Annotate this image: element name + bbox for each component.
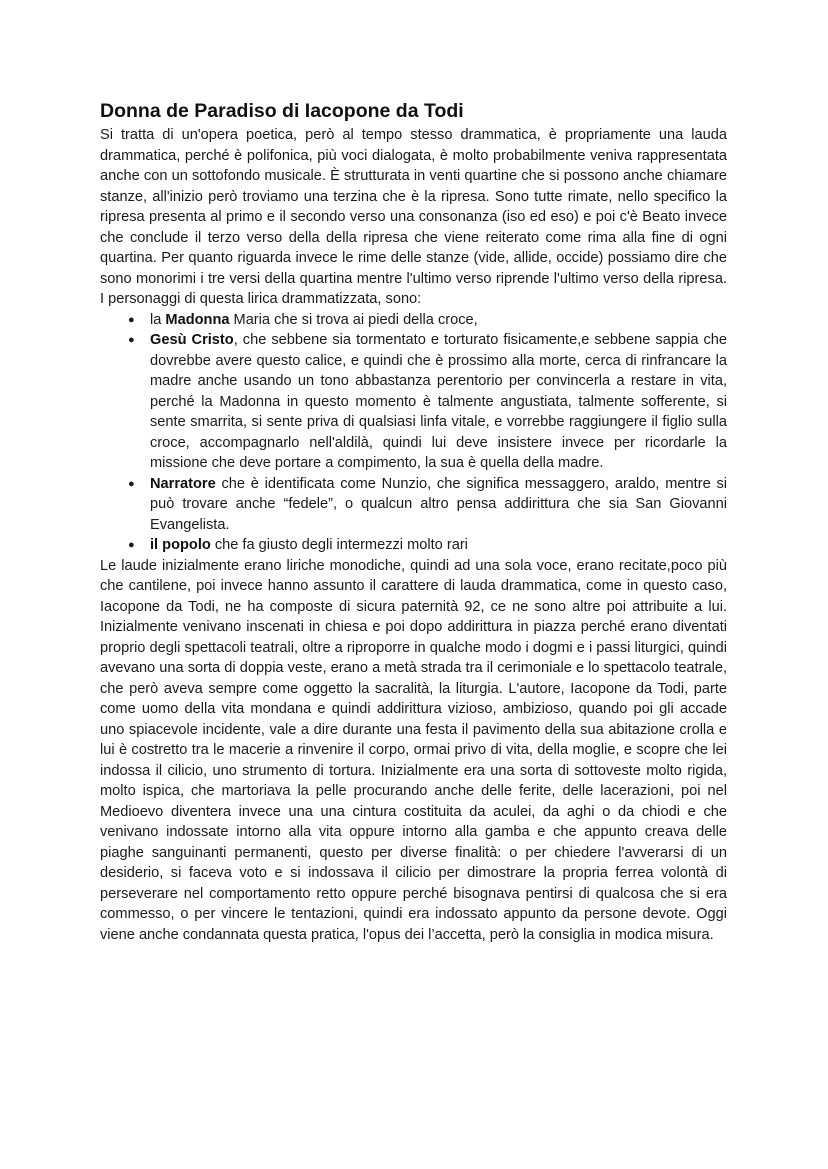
character-description: che fa giusto degli intermezzi molto rari — [210, 537, 468, 553]
character-name: Gesù Cristo — [150, 332, 234, 348]
list-item-narratore — [128, 474, 727, 536]
character-name: Madonna — [165, 311, 230, 328]
character-description: Maria che si trova ai piedi della croce, — [229, 311, 478, 328]
document-page — [100, 98, 727, 945]
list-item-madonna — [128, 310, 727, 331]
character-name: Narratore — [150, 475, 216, 492]
bullet-icon: ● — [128, 539, 135, 551]
intro-paragraph: Si tratta di un'opera poetica, però al tempo stesso drammatica, è propriamente una lauda drammatica, perché è polifonica, più voci dialogata, è molto probabilmente veniva rappresentata anche con un sottofondo musicale. È strutturata in venti quartine che si possono anche chiamare stanze, all'inizio però troviamo una terzina che è la ripresa. Sono tutte rimate, nello specifico la ripresa presenta al primo e il secondo verso una consonanza (iso ed eso) e poi c'è Beato invece che conclude il terzo verso della della ripresa che viene reiterato come rima alla fine di ogni quartina. Per quanto riguarda invece le rime delle stanze (vide, allide, occide) possiamo dire che sono monorimi i tre versi della quartina mentre l'ultimo verso riprende l'ultimo verso della ripresa. I personaggi di questa lirica drammatizzata, sono: — [100, 127, 727, 307]
bullet-icon: ● — [128, 477, 135, 490]
list-item-popolo — [128, 535, 727, 556]
character-description: che è identificata come Nunzio, che significa messaggero, araldo, mentre si può trovare anche “fedele”, o qualcun altro pensa addirittura che sia San Giovanni Evangelista. — [150, 475, 727, 533]
bullet-icon: ● — [128, 334, 135, 346]
character-name: il popolo — [150, 537, 211, 553]
character-description: , che sebbene sia tormentato e torturato fisicamente,e sebbene sappia che dovrebbe avere questo calice, e quindi che è prossimo alla morte, cerca di rinfrancare la madre anche usando un tono abbastanza perentorio per convincerla a restare in vita, perché la Madonna in questo momento è talmente angustiata, talmente sofferente, si sente smarrita, si sente priva di qualsiasi linfa vitale, e vorrebbe raggiungere il figlio sulla croce, accompagnarlo nell'aldilà, quindi lui deve insistere invece per ricordarle la missione che deve portare a compimento, la sua è quella della madre. — [150, 332, 727, 471]
characters-list — [100, 310, 727, 556]
list-item-gesu-cristo — [128, 330, 727, 474]
closing-paragraph: Le laude inizialmente erano liriche monodiche, quindi ad una sola voce, erano recitate,poco più che cantilene, poi invece hanno assunto il carattere di lauda drammatica, come in questo caso, Iacopone da Todi, ne ha composte di sicura paternità 92, ce ne sono altre poi attribuite a lui. Inizialmente venivano inscenati in chiesa e poi dopo addirittura in piazza perché erano diventati proprio degli spettacoli teatrali, oltre a riproporre in qualche modo i dogmi e i passi liturgici, quindi avevano una sorta di doppia veste, erano a metà strada tra il cerimoniale e lo spettacolo teatrale, che però aveva sempre come oggetto la sacralità, la liturgia. L'autore, Iacopone da Todi, parte come uomo della vita mondana e quindi addirittura vizioso, ambizioso, quando poi gli accade uno spiacevole incidente, vale a dire durante una festa il pavimento della sua abitazione crolla e lui è costretto tra le macerie a rinvenire il corpo, ormai privo di vita, della moglie, e scopre che lei indossa il cilicio, uno strumento di tortura. Inizialmente era una sorta di sottoveste molto rigida, molto ispica, che martoriava la pelle procurando anche delle ferite, delle lacerazioni, poi nel Medioevo diventera invece una una cintura costituita da aculei, da aghi o da chiodi e che venivano indossate intorno alla vita oppure intorno alla gamba e che appunto creava delle piaghe sanguinanti permanenti, questo per diverse finalità: o per chiedere l'avverarsi di un desiderio, si faceva voto e si indossava il cilicio per dimostrare la propria ferrea volontà di perseverare nel comportamento retto oppure perché bisognava pentirsi di qualcosa che si era commesso, o per vincere le tentazioni, quindi era indossato appunto da persone devote. Oggi viene anche condannata questa pratica, l'opus dei l’accetta, però la consiglia in modica misura. — [100, 557, 727, 943]
bullet-icon: ● — [128, 313, 135, 326]
character-prefix: la — [150, 311, 166, 328]
document-title: Donna de Paradiso di Iacopone da Todi — [100, 100, 464, 122]
